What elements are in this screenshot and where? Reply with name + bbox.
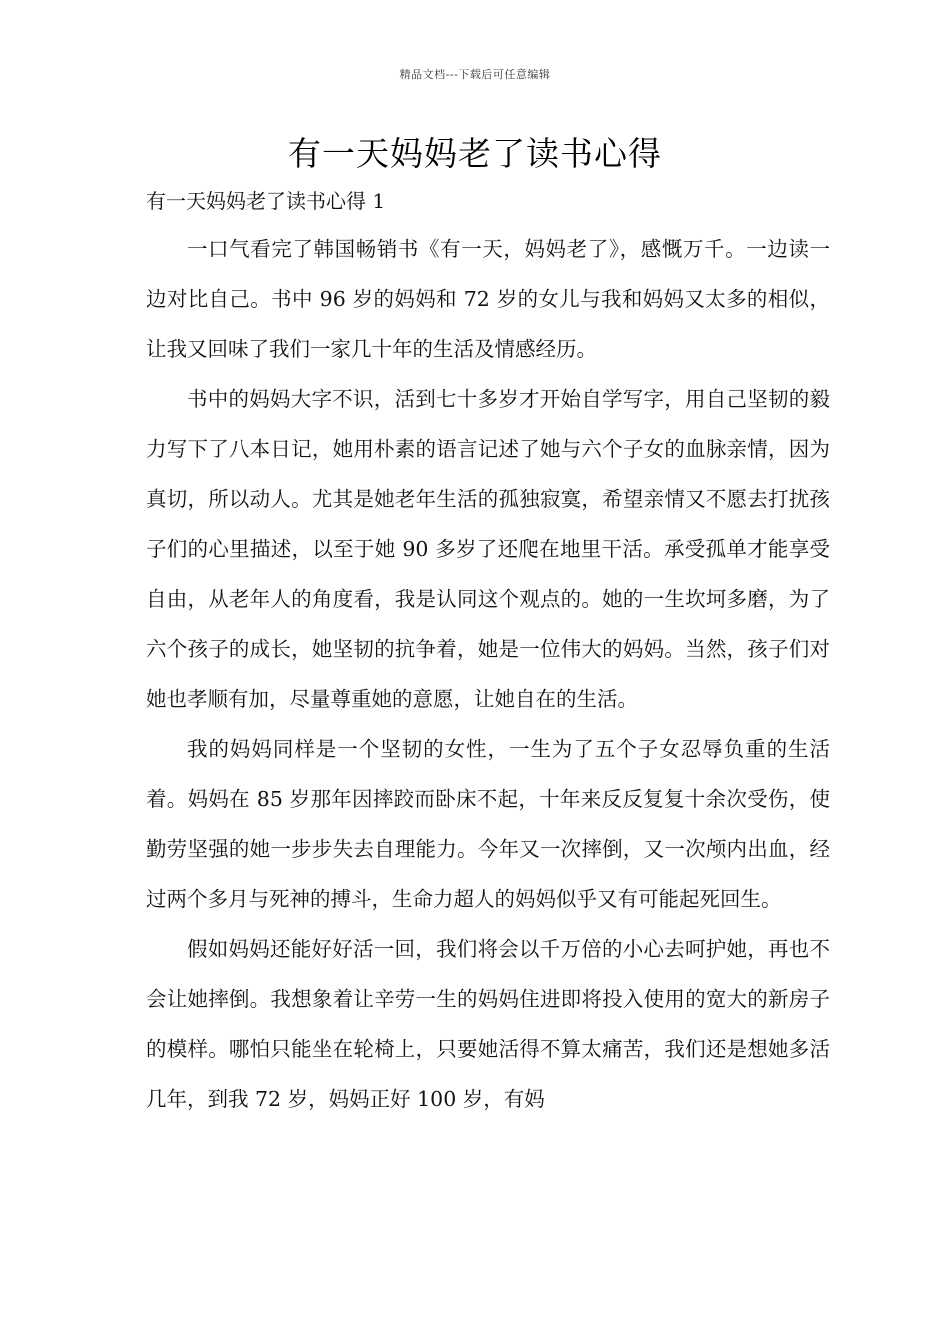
document-body	[146, 184, 830, 1124]
paragraph-4: 假如妈妈还能好好活一回，我们将会以千万倍的小心去呵护她，再也不会让她摔倒。我想象着让辛劳一生的妈妈住进即将投入使用的宽大的新房子的模样。哪怕只能坐在轮椅上，只要她活得不算太痛苦，我们还是想她多活几年，到我 72 岁，妈妈正好 100 岁，有妈	[146, 937, 830, 1111]
document-title: 有一天妈妈老了读书心得	[288, 134, 662, 173]
header-note: 精品文档---下载后可任意编辑	[399, 68, 551, 81]
paragraph-2: 书中的妈妈大字不识，活到七十多岁才开始自学写字，用自己坚韧的毅力写下了八本日记，她用朴素的语言记述了她与六个子女的血脉亲情，因为真切，所以动人。尤其是她老年生活的孤独寂寞，希望亲情又不愿去打扰孩子们的心里描述，以至于她 90 多岁了还爬在地里干活。承受孤单才能享受自由，从老年人的角度看，我是认同这个观点的。她的一生坎坷多磨，为了六个孩子的成长，她坚韧的抗争着，她是一位伟大的妈妈。当然，孩子们对她也孝顺有加，尽量尊重她的意愿，让她自在的生活。	[146, 387, 830, 711]
paragraph-3: 我的妈妈同样是一个坚韧的女性，一生为了五个子女忍辱负重的生活着。妈妈在 85 岁那年因摔跤而卧床不起，十年来反反复复十余次受伤，使勤劳坚强的她一步步失去自理能力。今年又一次摔倒，又一次颅内出血，经过两个多月与死神的搏斗，生命力超人的妈妈似乎又有可能起死回生。	[146, 737, 830, 911]
paragraph-1: 一口气看完了韩国畅销书《有一天，妈妈老了》，感慨万千。一边读一边对比自己。书中 96 岁的妈妈和 72 岁的女儿与我和妈妈又太多的相似，让我又回味了我们一家几十年的生活及情感经历。	[146, 237, 830, 361]
section-subtitle: 有一天妈妈老了读书心得 1	[146, 189, 386, 213]
